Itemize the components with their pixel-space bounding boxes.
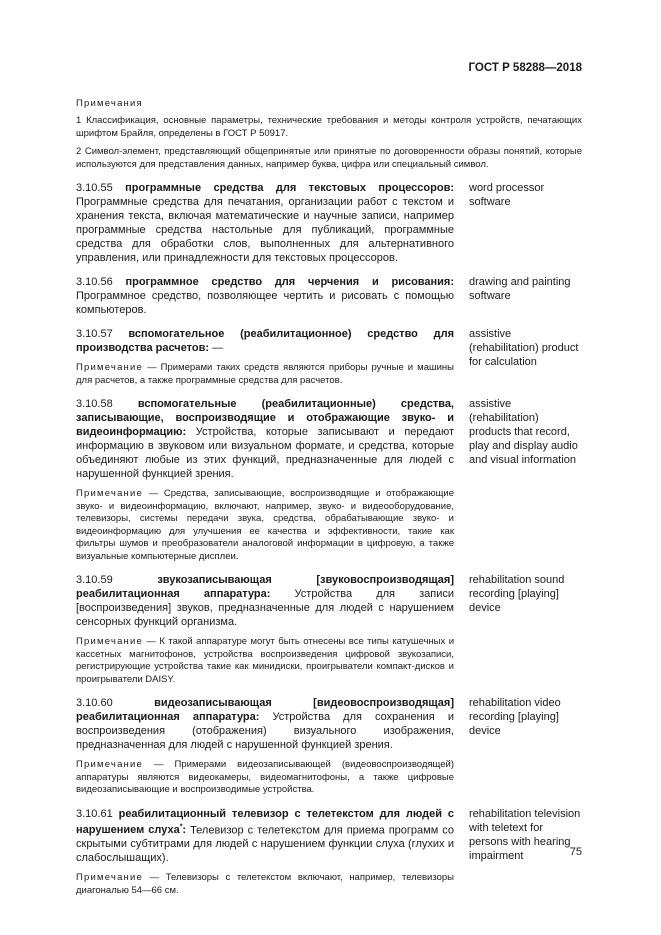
note-text: — Средства, записывающие, воспроизводящие и отображающие звуко- и видеоинформацию, включают, например, звуко- и видеооборудование, телевизоры, системы передачи звука, средства, обрабатывающие звуко- и видеоинформацию для улучшения ее качества и эффективности, такие как фильтры шумов и преобразователи аналоговой информации в цифровую, а также визуальные компьютерные дисплеи.: [76, 488, 454, 562]
entry-number: 3.10.58: [76, 398, 113, 410]
entry-term: вспомогательные (реабилитационные) средства, записывающие, воспроизводящие и отображающие звуко- и видеоинформацию:: [76, 398, 454, 438]
note-text: — К такой аппаратуре могут быть отнесены все типы катушечных и кассетных магнитофонов, устройства воспроизведения цифровой звукозаписи, регистрирующие устройства такие как минидиски, проигрыватели компакт-дисков и проигрыватели DAISY.: [76, 636, 454, 685]
note-label: Примечание: [76, 872, 143, 884]
note-label: Примечание: [76, 488, 143, 499]
page-content: [76, 98, 582, 897]
entry-english-term: rehabilitation video recording [playing] device: [469, 697, 561, 737]
entry-number: 3.10.60: [76, 697, 113, 709]
entry-english-term: rehabilitation television with teletext for persons with hearing impairment: [469, 807, 581, 862]
note-text: — Примерами видеозаписывающей (видеовоспроизводящей) аппаратуры являются видеокамеры, видеомагнитофоны, а также цифровые видеозаписывающие и воспроизводимые устройства.: [76, 759, 454, 795]
entry-3-10-58: [76, 397, 582, 563]
note-label: Примечание: [76, 362, 143, 373]
entry-number: 3.10.61: [76, 807, 113, 820]
page-number: 75: [569, 846, 582, 858]
note-text: — Примерами таких средств являются приборы ручные и машины для расчетов, а также программные средства для расчетов.: [76, 362, 454, 386]
footnote-marker: *: [179, 823, 183, 831]
entry-english-term: rehabilitation sound recording [playing] device: [469, 574, 565, 614]
entry-3-10-60: [76, 696, 582, 797]
entry-number: 3.10.55: [76, 182, 113, 194]
entry-3-10-55: [76, 181, 582, 265]
note-label: Примечание: [76, 636, 143, 647]
note-label: Примечание: [76, 759, 143, 770]
entry-term: вспомогательное (реабилитационное) средство для производства расчетов:: [76, 328, 455, 354]
entry-definition: Программное средство, позволяющее чертить и рисовать с помощью компьютеров.: [76, 290, 454, 316]
entry-definition: Устройства для записи [воспроизведения] звуков, предназначенные для людей с нарушением сенсорных функций организма.: [76, 588, 454, 628]
entry-3-10-61: [76, 807, 582, 898]
entry-definition: Устройства, которые записывают и передают информацию в звуковом или визуальном формате, и средства, которые объединяют любые из этих функций, предназначенные для людей с нарушенной функцией зрения.: [76, 426, 454, 480]
entry-3-10-57: [76, 327, 582, 387]
entry-term: звукозаписывающая [звуковоспроизводящая] реабилитационная аппаратура:: [76, 574, 454, 600]
entry-definition: —: [212, 342, 224, 354]
entry-term: программные средства для текстовых процессоров:: [125, 182, 454, 194]
entry-3-10-56: [76, 275, 582, 317]
entry-definition: Программные средства для печатания, организации работ с текстом и хранения текста, включая математические и научные записи, например программные средства настольные для публикаций, программные средства для обработки слов, выполненных для альтернативного управления, или принадлежности для текстовых процессоров.: [76, 196, 454, 264]
entry-english-term: drawing and painting software: [469, 276, 571, 302]
entry-english-term: word processor software: [469, 182, 545, 208]
standard-header: ГОСТ Р 58288—2018: [468, 62, 582, 74]
notes-heading: Примечания: [76, 98, 143, 109]
entry-3-10-59: [76, 573, 582, 686]
entry-number: 3.10.57: [76, 328, 113, 340]
entry-number: 3.10.56: [76, 276, 113, 288]
entry-term: видеозаписывающая [видеовоспроизводящая] реабилитационная аппаратура:: [76, 697, 455, 723]
note-text: — Телевизоры с телетекстом включают, например, телевизоры диагональю 54—66 см.: [76, 872, 454, 896]
entry-english-term: assistive (rehabilitation) product for calculation: [469, 328, 579, 368]
entry-term: программное средство для черчения и рисования:: [125, 276, 455, 288]
entry-definition: Устройства для сохранения и воспроизведения (отображения) визуального изображения, предназначенная для людей с нарушенной функцией зрения.: [76, 711, 454, 751]
entry-number: 3.10.59: [76, 574, 113, 586]
entry-definition: Телевизор с телетекстом для приема программ со скрытыми субтитрами для людей с нарушением функции слуха (глухих и слабослышащих).: [76, 824, 454, 865]
note-1: 1 Классификация, основные параметры, технические требования и методы контроля устройств, печатающих шрифтом Брайля, определены в ГОСТ Р 50917.: [76, 115, 582, 139]
entry-english-term: assistive (rehabilitation) products that record, play and display audio and visual information: [469, 398, 578, 466]
note-2: 2 Символ-элемент, представляющий общепринятые или принятые по договоренности образы понятий, которые используются для представления данных, например буква, цифра или специальный символ.: [76, 146, 582, 170]
entry-term: реабилитационный телевизор с телетекстом для людей с нарушением слуха*:: [76, 807, 454, 837]
